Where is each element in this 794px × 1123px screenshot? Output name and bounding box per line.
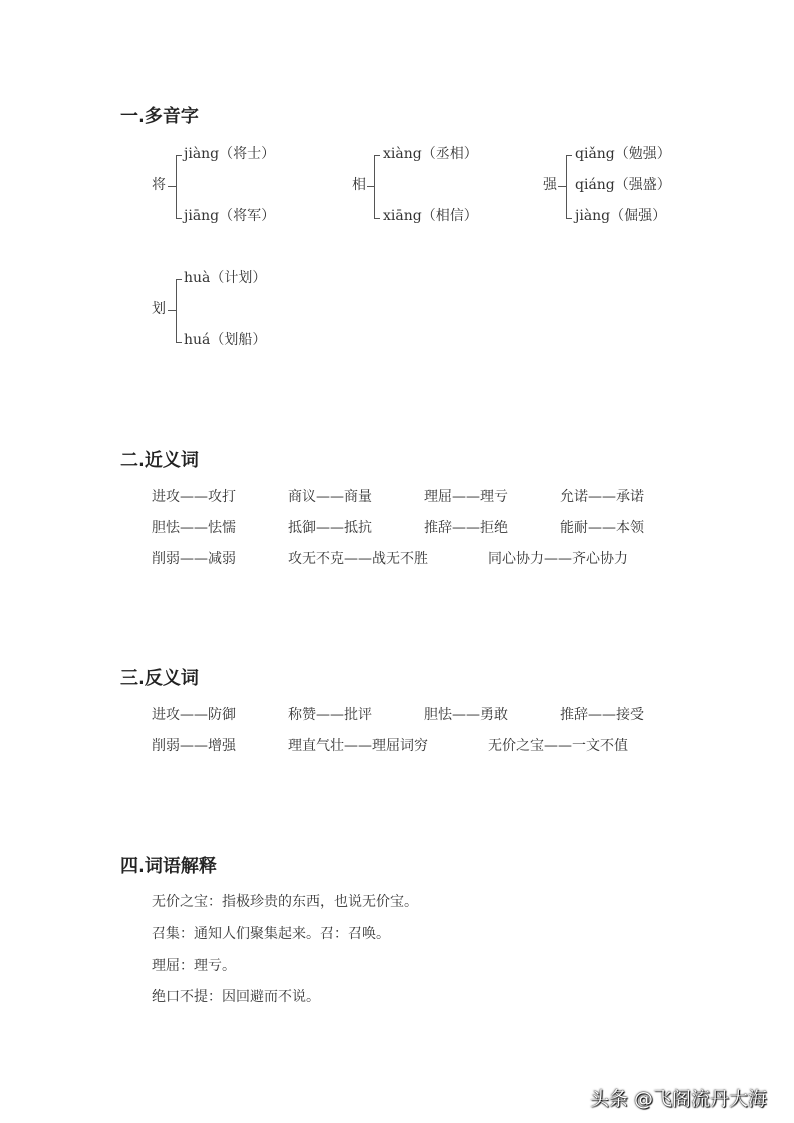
reading: jiàng（倔强） bbox=[575, 208, 667, 224]
definition-item: 理屈：理亏。 bbox=[152, 958, 236, 974]
brace-tick bbox=[558, 186, 566, 187]
definition-item: 绝口不提：因回避而不说。 bbox=[152, 989, 320, 1005]
word-pair: 胆怯——勇敢 bbox=[424, 707, 508, 723]
brace-tick bbox=[367, 186, 374, 187]
section-title-polyphone: 一.多音字 bbox=[120, 106, 199, 127]
word-pair: 进攻——防御 bbox=[152, 707, 236, 723]
reading: huá（划船） bbox=[184, 332, 267, 348]
word-pair: 同心协力——齐心协力 bbox=[488, 551, 628, 567]
brace-tick bbox=[168, 186, 176, 187]
word-pair: 推辞——拒绝 bbox=[424, 520, 508, 536]
section-title-antonyms: 三.反义词 bbox=[120, 668, 199, 689]
reading: qiǎng（勉强） bbox=[575, 146, 671, 162]
word-pair: 理屈——理亏 bbox=[424, 489, 508, 505]
word-pair: 商议——商量 bbox=[288, 489, 372, 505]
word-pair: 理直气壮——理屈词穷 bbox=[288, 738, 428, 754]
definition-item: 无价之宝：指极珍贵的东西，也说无价宝。 bbox=[152, 894, 418, 910]
word-pair: 允诺——承诺 bbox=[560, 489, 644, 505]
word-pair: 推辞——接受 bbox=[560, 707, 644, 723]
word-pair: 削弱——减弱 bbox=[152, 551, 236, 567]
brace bbox=[176, 155, 182, 219]
reading: huà（计划） bbox=[184, 270, 267, 286]
brace bbox=[566, 155, 572, 219]
polyphone-char: 划 bbox=[152, 301, 166, 317]
definition-item: 召集：通知人们聚集起来。召：召唤。 bbox=[152, 926, 390, 942]
watermark: 头条 @飞阁流丹大海 bbox=[590, 1088, 768, 1110]
reading: jiàng（将士） bbox=[184, 146, 276, 162]
word-pair: 进攻——攻打 bbox=[152, 489, 236, 505]
word-pair: 胆怯——怯懦 bbox=[152, 520, 236, 536]
brace-tick bbox=[168, 310, 176, 311]
word-pair: 无价之宝——一文不值 bbox=[488, 738, 628, 754]
polyphone-char: 强 bbox=[543, 177, 557, 193]
section-title-definitions: 四.词语解释 bbox=[120, 856, 217, 877]
reading: xiāng（相信） bbox=[383, 208, 478, 224]
reading: jiāng（将军） bbox=[184, 208, 276, 224]
word-pair: 称赞——批评 bbox=[288, 707, 372, 723]
brace bbox=[374, 155, 380, 219]
reading: xiàng（丞相） bbox=[383, 146, 478, 162]
word-pair: 抵御——抵抗 bbox=[288, 520, 372, 536]
word-pair: 攻无不克——战无不胜 bbox=[288, 551, 428, 567]
polyphone-char: 相 bbox=[352, 177, 366, 193]
word-pair: 削弱——增强 bbox=[152, 738, 236, 754]
section-title-synonyms: 二.近义词 bbox=[120, 450, 199, 471]
word-pair: 能耐——本领 bbox=[560, 520, 644, 536]
polyphone-char: 将 bbox=[152, 177, 166, 193]
reading: qiáng（强盛） bbox=[575, 177, 671, 193]
brace bbox=[176, 279, 182, 343]
